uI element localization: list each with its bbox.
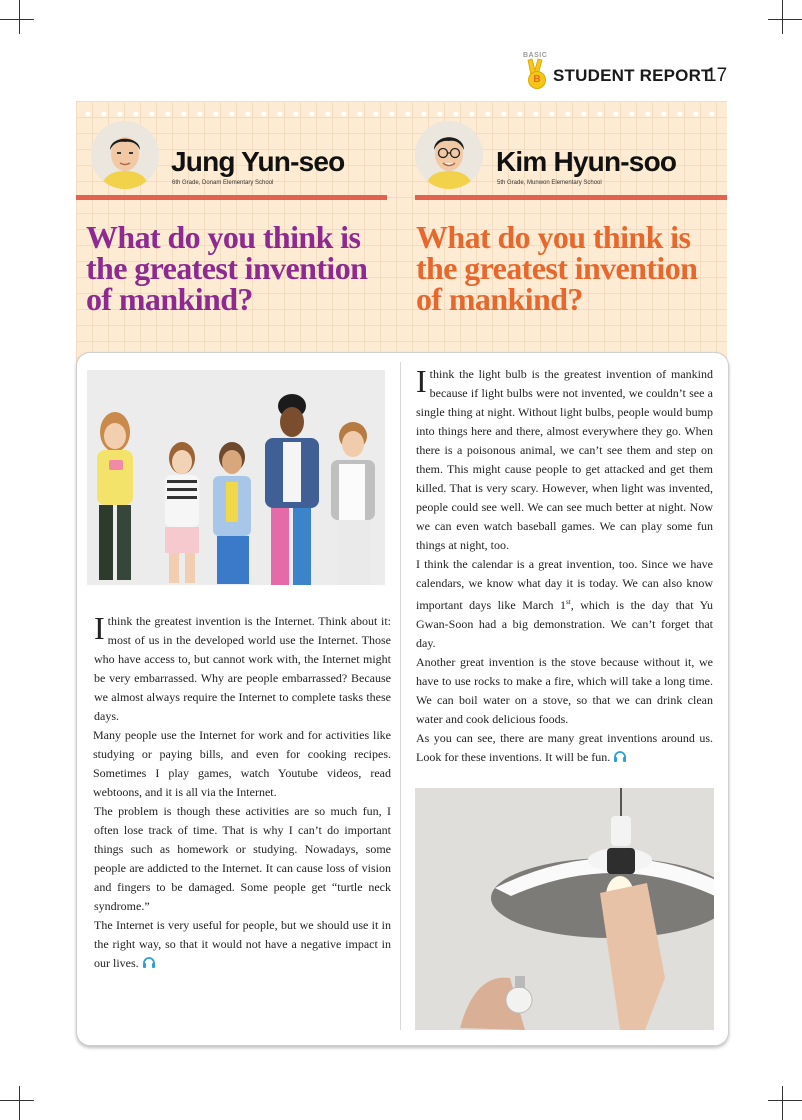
paragraph-text: I think the calendar is a great invention, too. Since we have calendars, we know what day it is today. We can also know important days like March 1 [416, 557, 713, 612]
essay-paragraph [416, 365, 713, 555]
question-line: What do you think is [416, 219, 691, 255]
paragraph-text: The Internet is very useful for people, but we should use it in the right way, so that it would not have a negative impact in our lives. [94, 918, 391, 970]
paragraph-text: Another great invention is the stove because without it, we have to use rocks to make a fire, which will take a long time. We can boil water on a stove, so that we can drink clean water and cook delicious foods. [416, 655, 713, 726]
badge-letter: B [528, 71, 546, 89]
column-divider [400, 362, 401, 1030]
question-heading [86, 219, 368, 317]
essay-paragraph [94, 802, 391, 916]
essay-paragraph [416, 555, 713, 653]
crop-mark [0, 19, 34, 20]
question-line: the greatest invention [416, 250, 698, 286]
paragraph-text: Many people use the Internet for work and for activities like studying or paying bills, and even for cooking recipes. Sometimes I play games, watch Youtube videos, read webtoons, and it is all via the Internet. [93, 728, 391, 799]
question-line: of mankind? [86, 281, 253, 317]
paragraph-text: , which is the day that Yu Gwan-Soon had a big demonstration. We can’t forget that day. [416, 598, 713, 650]
essay-paragraph [416, 729, 713, 767]
light-bulb-photo [415, 788, 714, 1030]
divider-rule [415, 195, 727, 200]
children-phones-photo [87, 370, 385, 585]
headphones-icon [613, 750, 627, 762]
paragraph-text: The problem is though these activities are so much fun, I often lose track of time. That is why I can’t do important things such as homework or studying. Nowadays, some people are addicted to the Internet. It can cause loss of vision and fingers to be damaged. Some people get “turtle neck syndrome.” [94, 804, 391, 913]
crop-mark [0, 1100, 34, 1101]
basic-badge [523, 52, 549, 90]
question-line: the greatest invention [86, 250, 368, 286]
essay-paragraph [416, 653, 713, 729]
report-title: STUDENT REPORT [553, 66, 712, 85]
crop-mark [782, 0, 783, 34]
essay-paragraph [93, 726, 391, 802]
drop-cap: I [94, 610, 105, 646]
author-school: 6th Grade, Donam Elementary School [172, 180, 274, 186]
superscript: st [566, 598, 571, 606]
crop-mark [19, 1086, 20, 1120]
divider-rule [76, 195, 387, 200]
crop-mark [768, 19, 802, 20]
right-essay [416, 365, 713, 767]
dot-border [80, 110, 723, 118]
badge-label: BASIC [523, 52, 548, 59]
avatar-jung [91, 121, 159, 189]
author-school: 5th Grade, Munwon Elementary School [497, 180, 602, 186]
essay-paragraph [94, 612, 391, 726]
essay-paragraph [94, 916, 391, 973]
paragraph-text: think the light bulb is the greatest invention of mankind because if light bulbs were not invented, we couldn’t see a single thing at night. Without light bulbs, people would bump into things here and there, almost everywhere they go. When there is a poisonous animal, we can’t see them and step on them. This might cause people to get attacked and get them killed. That is very scary. However, when light was invented, people could see well. We can see much better at night. Now we can even watch baseball games. We can play some fun things at night, too. [416, 367, 713, 552]
question-heading [416, 219, 698, 317]
paragraph-text: As you can see, there are many great inventions around us. Look for these inventions. It will be fun. [416, 731, 713, 764]
avatar-kim [415, 121, 483, 189]
paragraph-text: think the greatest invention is the Internet. Think about it: most of us in the developed world use the Internet. Those who have access to, but cannot work with, the Internet might be very embarrassed. Why are people embarrassed? Because we almost always require the Internet to complete tasks these days. [94, 614, 391, 723]
author-name: Jung Yun-seo [171, 146, 345, 177]
drop-cap: I [416, 363, 427, 399]
page-number: 17 [706, 65, 728, 86]
crop-mark [782, 1086, 783, 1120]
question-line: What do you think is [86, 219, 361, 255]
headphones-icon [142, 956, 156, 968]
crop-mark [19, 0, 20, 34]
left-essay [94, 612, 391, 973]
author-name: Kim Hyun-soo [496, 146, 677, 177]
crop-mark [768, 1100, 802, 1101]
question-line: of mankind? [416, 281, 583, 317]
